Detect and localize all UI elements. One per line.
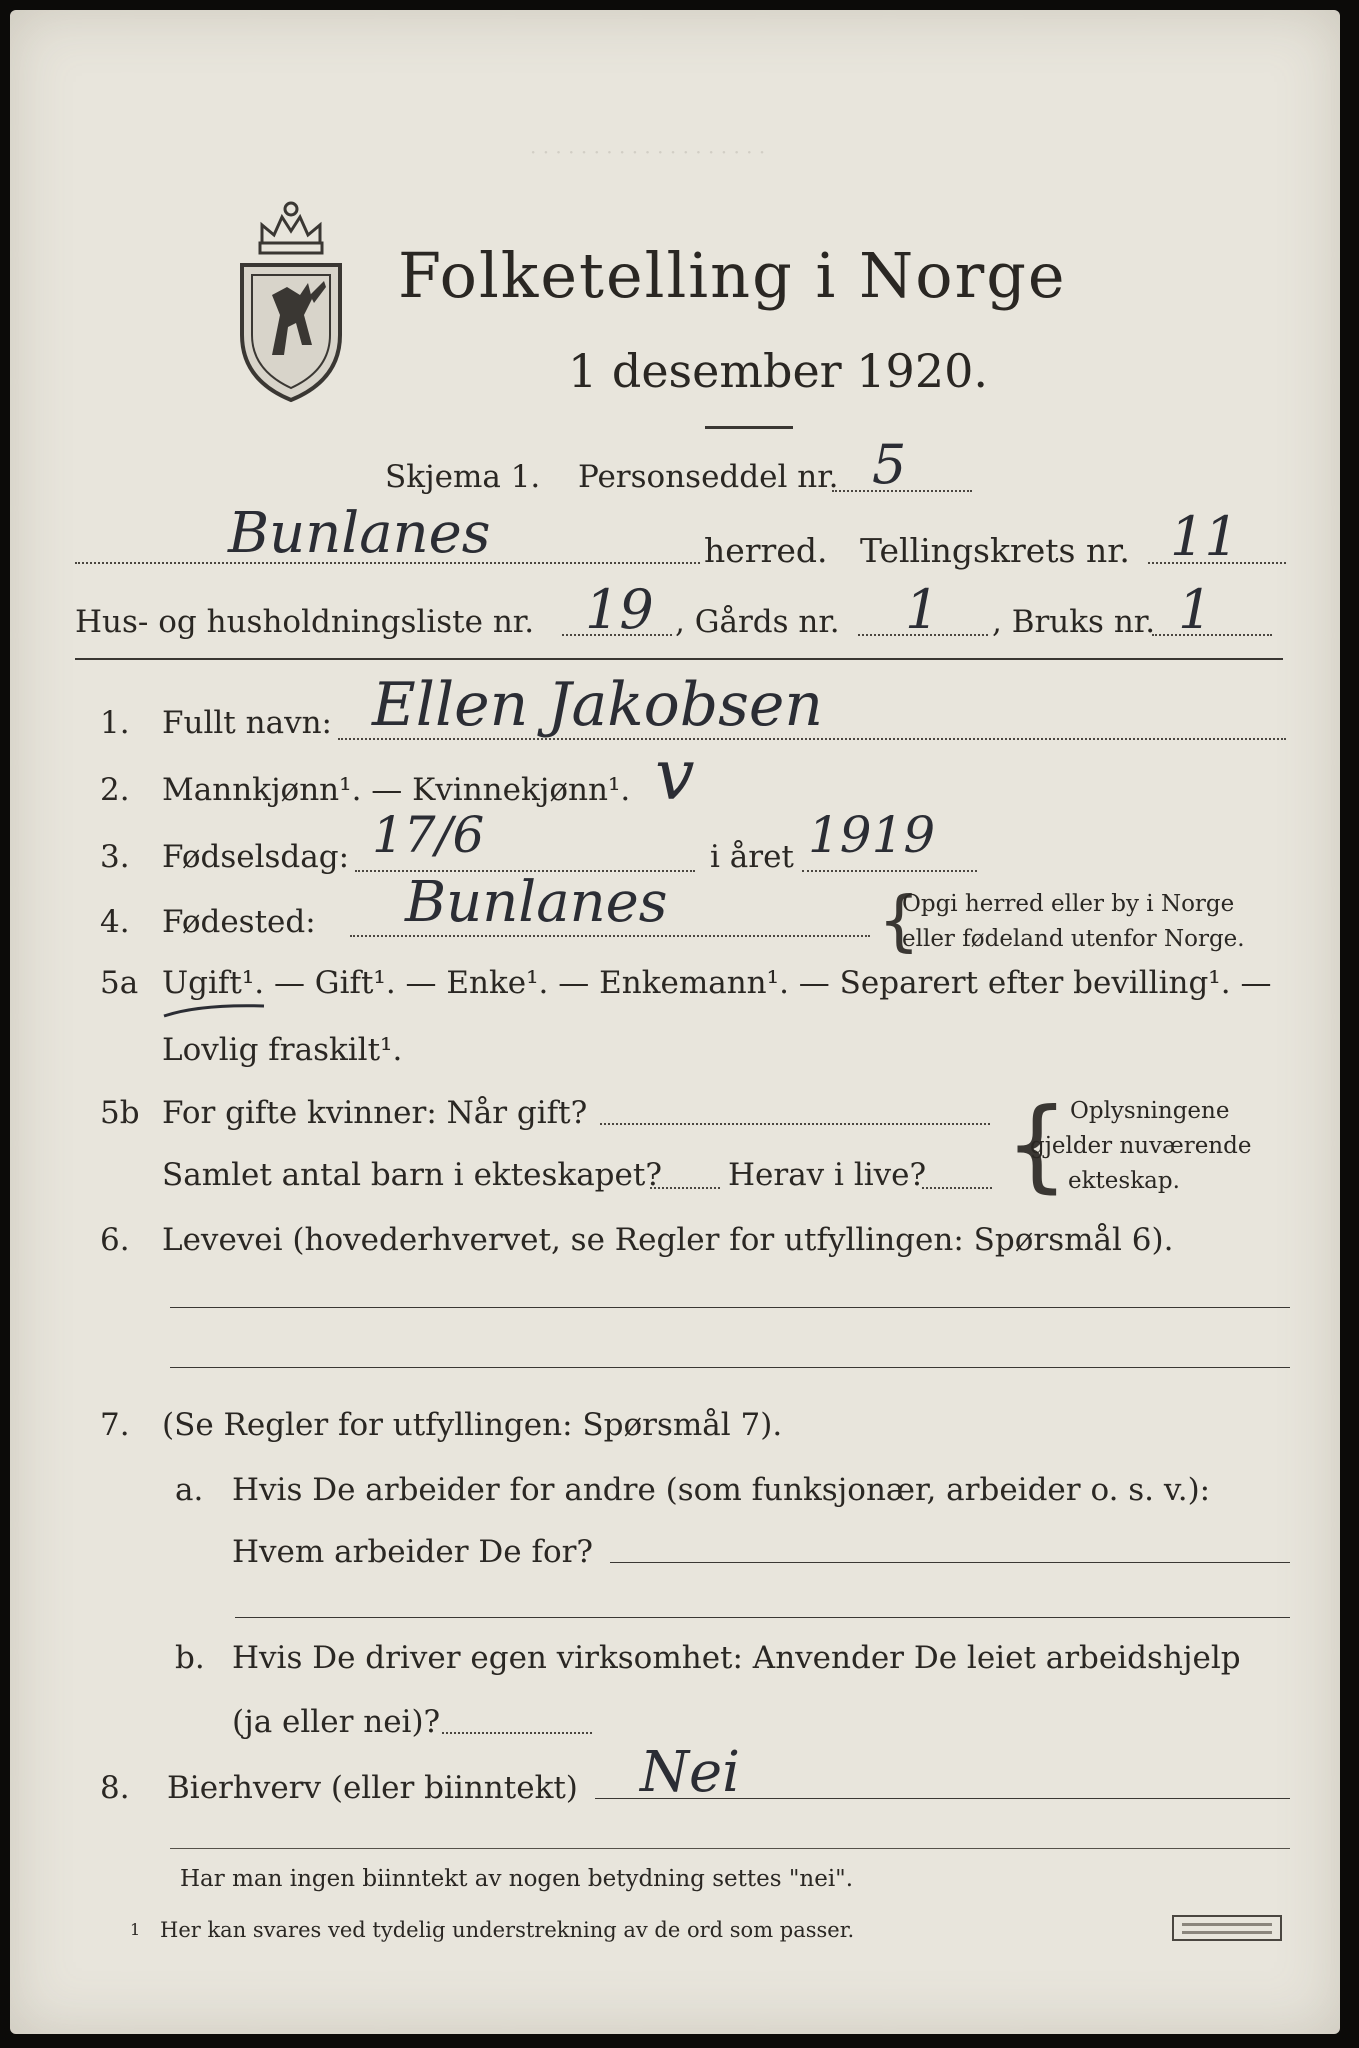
q4-brace: {	[878, 882, 920, 959]
herred-value: Bunlanes	[228, 501, 491, 566]
herred-label: herred.	[704, 531, 828, 570]
q3-number: 3.	[100, 839, 130, 875]
birth-year-value: 1919	[808, 806, 936, 864]
q4-note-1: Opgi herred eller by i Norge	[902, 891, 1235, 917]
q4-number: 4.	[100, 904, 130, 940]
q1-number: 1.	[100, 705, 130, 741]
q5a-number: 5a	[100, 965, 139, 1001]
q5b-label-3: Herav i live?	[728, 1157, 927, 1193]
bleed-through-text: · · · · · · · · · · · · · · · · · · ·	[530, 140, 766, 164]
q7a-letter: a.	[175, 1472, 204, 1508]
q7b-label-1: Hvis De driver egen virksomhet: Anvender De leiet arbeidshjelp	[232, 1640, 1241, 1676]
footnote-number: 1	[130, 1920, 141, 1939]
norway-coat-of-arms-icon	[232, 195, 350, 405]
birthplace-value: Bunlanes	[405, 870, 668, 935]
form-title: Folketelling i Norge	[398, 239, 1067, 312]
ugift-underline-mark	[160, 1000, 270, 1022]
q3-label: Fødselsdag:	[162, 839, 350, 875]
tellingskrets-value: 11	[1170, 505, 1239, 568]
q7b-letter: b.	[175, 1640, 205, 1676]
skjema-label: Skjema 1.	[385, 459, 541, 495]
full-name-value: Ellen Jakobsen	[372, 670, 824, 740]
census-form-page	[10, 10, 1340, 2034]
q7-number: 7.	[100, 1407, 130, 1443]
gards-value: 1	[905, 578, 940, 641]
q8-number: 8.	[100, 1770, 130, 1806]
personseddel-value: 5	[872, 433, 907, 496]
q5b-label-2: Samlet antal barn i ekteskapet?	[162, 1157, 662, 1193]
bruks-label: , Bruks nr.	[992, 604, 1156, 640]
q8-label: Bierhverv (eller biinntekt)	[167, 1770, 578, 1806]
q3-year-label: i året	[710, 839, 794, 875]
bruks-value: 1	[1178, 578, 1213, 641]
q1-label: Fullt navn:	[162, 705, 332, 741]
q7a-label-1: Hvis De arbeider for andre (som funksjonær, arbeider o. s. v.):	[232, 1472, 1211, 1508]
q5a-label: Ugift¹. — Gift¹. — Enke¹. — Enkemann¹. — Separert efter bevilling¹. —	[162, 965, 1272, 1001]
q5b-note-1: Oplysningene	[1070, 1098, 1230, 1124]
q7a-label-2: Hvem arbeider De for?	[232, 1534, 594, 1570]
gards-label: , Gårds nr.	[675, 604, 840, 640]
census-date: 1 desember 1920.	[568, 344, 988, 398]
hus-value: 19	[585, 578, 654, 641]
q5b-note-3: ekteskap.	[1068, 1168, 1180, 1194]
header-rule	[75, 658, 1283, 660]
q5b-note-2: gjelder nuværende	[1030, 1133, 1252, 1159]
q5b-label-1: For gifte kvinner: Når gift?	[162, 1095, 588, 1131]
footnote-text: Her kan svares ved tydelig understrekning av de ord som passer.	[160, 1918, 855, 1942]
footer-rule	[170, 1848, 1290, 1849]
title-divider	[705, 426, 793, 429]
q2-number: 2.	[100, 772, 130, 808]
q5b-brace: {	[1005, 1086, 1069, 1203]
q5b-number: 5b	[100, 1095, 140, 1131]
children-count-field[interactable]	[650, 1187, 720, 1189]
occupation-line-2[interactable]	[170, 1367, 1290, 1368]
q2-gender-mark: v	[655, 734, 695, 816]
q6-number: 6.	[100, 1222, 130, 1258]
printer-stamp-icon	[1172, 1915, 1282, 1941]
birthday-value: 17/6	[372, 806, 485, 864]
q5a-label-2: Lovlig fraskilt¹.	[162, 1032, 403, 1068]
footer-note: Har man ingen biinntekt av nogen betydning settes "nei".	[180, 1866, 854, 1892]
tellingskrets-label: Tellingskrets nr.	[860, 531, 1130, 570]
hus-label: Hus- og husholdningsliste nr.	[75, 604, 535, 640]
q4-label: Fødested:	[162, 904, 316, 940]
q7-label: (Se Regler for utfyllingen: Spørsmål 7).	[162, 1407, 783, 1443]
side-income-value: Nei	[640, 1740, 741, 1805]
employer-field[interactable]	[610, 1562, 1290, 1563]
q2-label: Mannkjønn¹. — Kvinnekjønn¹.	[162, 772, 631, 808]
birth-year-field[interactable]	[802, 870, 977, 872]
occupation-line-1[interactable]	[170, 1307, 1290, 1308]
q4-note-2: eller fødeland utenfor Norge.	[902, 926, 1245, 952]
children-alive-field[interactable]	[922, 1187, 992, 1189]
birthplace-field[interactable]	[350, 935, 870, 937]
q6-label: Levevei (hovederhvervet, se Regler for utfyllingen: Spørsmål 6).	[162, 1222, 1174, 1258]
q7b-label-2: (ja eller nei)?	[232, 1704, 441, 1740]
hired-help-field[interactable]	[442, 1732, 592, 1734]
married-date-field[interactable]	[600, 1123, 990, 1125]
personseddel-label: Personseddel nr.	[578, 459, 839, 495]
employer-field-2[interactable]	[235, 1617, 1290, 1618]
